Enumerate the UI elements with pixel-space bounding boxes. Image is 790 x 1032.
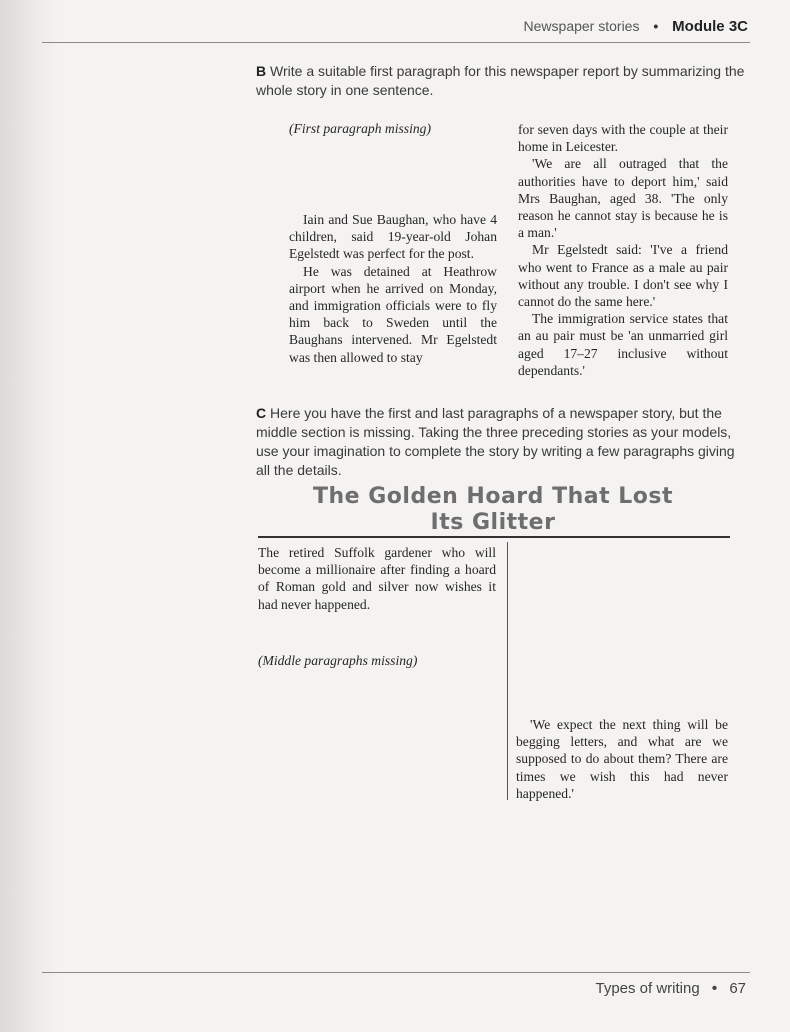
running-footer — [595, 980, 746, 997]
footer-section: Types of writing — [595, 980, 700, 997]
exercise-b-left-column — [289, 120, 497, 137]
headline-line-2: Its Glitter — [430, 510, 556, 535]
story-headline — [258, 484, 728, 536]
header-separator: • — [653, 18, 659, 34]
story-paragraph: The immigration service states that an au pair must be 'an unmarried girl aged 17–27 inclusive without dependants.' — [518, 311, 728, 378]
exercise-b-letter: B — [256, 63, 267, 79]
exercise-b-instruction — [256, 62, 746, 100]
exercise-b-left-body — [289, 211, 497, 366]
first-paragraph-missing-label: (First paragraph missing) — [289, 121, 431, 136]
story-paragraph: for seven days with the couple at their home in Leicester. — [518, 122, 728, 155]
footer-rule — [42, 972, 750, 973]
story-paragraph: Iain and Sue Baughan, who have 4 children, said 19-year-old Johan Egelstedt was perfect for the post. — [289, 212, 497, 262]
page-margin-shadow — [0, 0, 60, 1032]
middle-paragraphs-missing-label: (Middle paragraphs missing) — [258, 653, 418, 668]
story-paragraph: Mr Egelstedt said: 'I've a friend who went to France as a male au pair without any trouble. I don't see why I cannot do the same here.' — [518, 242, 728, 310]
exercise-b-text: Write a suitable first paragraph for this newspaper report by summarizing the whole story in one sentence. — [256, 63, 745, 98]
exercise-c-letter: C — [256, 405, 267, 421]
footer-separator: • — [711, 980, 718, 997]
story-last-paragraph: 'We expect the next thing will be begging letters, and what are we supposed to do about them? There are times we wish this had never happened.' — [516, 717, 728, 801]
running-header — [524, 18, 748, 35]
story-paragraph: 'We are all outraged that the authorities have to deport him,' said Mrs Baughan, aged 38. 'The only reason he cannot stay is because he is a man.' — [518, 156, 728, 241]
headline-line-1: The Golden Hoard That Lost — [312, 484, 673, 509]
page-number: 67 — [729, 980, 746, 997]
middle-missing-block — [258, 652, 496, 669]
header-module: Module 3C — [672, 18, 748, 35]
exercise-c-instruction — [256, 404, 746, 480]
story-first-paragraph: The retired Suffolk gardener who will become a millionaire after finding a hoard of Roman gold and silver now wishes it had never happened. — [258, 545, 496, 612]
headline-rule — [258, 536, 730, 538]
exercise-c-text: Here you have the first and last paragraphs of a newspaper story, but the middle section is missing. Taking the three preceding stories as your models, use your imagination to complete the story by writing a few paragraphs giving all the details. — [256, 405, 735, 478]
header-section: Newspaper stories — [523, 18, 640, 34]
column-divider — [507, 542, 508, 800]
exercise-b-right-column — [518, 121, 728, 379]
story-paragraph: He was detained at Heathrow airport when he arrived on Monday, and immigration officials were to fly him back to Sweden until the Baughans intervened. Mr Egelstedt was then allowed to stay — [289, 263, 497, 365]
exercise-c-right-column — [516, 716, 728, 802]
exercise-c-left-column — [258, 544, 496, 613]
header-rule — [42, 42, 750, 43]
